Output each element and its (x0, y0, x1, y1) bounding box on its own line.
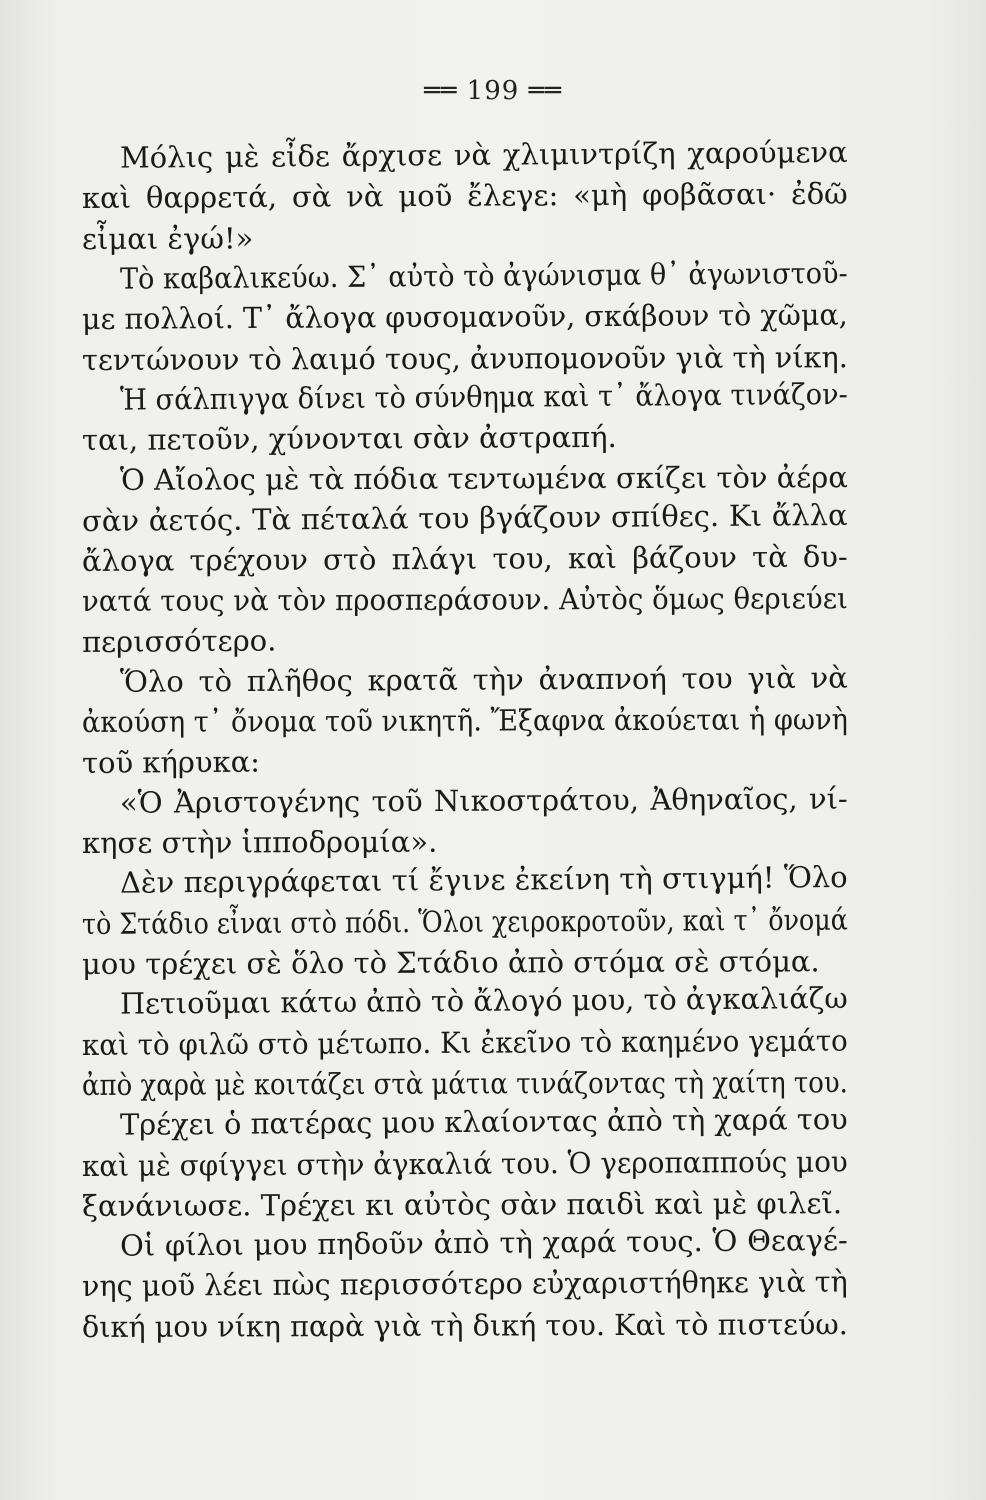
text-line-content: περισσότερο. (81, 623, 277, 659)
text-line-content: καὶ μὲ σφίγγει στὴν ἀγκαλιά του. Ὁ γεροπαππούς μου (81, 1144, 848, 1183)
text-line (0, 977, 986, 1025)
text-line-content: Δὲν περιγράφεται τί ἔγινε ἐκείνη τὴ στιγμή! Ὅλο (119, 860, 848, 901)
text-line (0, 294, 986, 340)
text-line (0, 614, 986, 662)
text-line-content: Τὸ καβαλικεύω. Σ᾿ αὐτὸ τὸ ἀγώνισμα θ᾿ ἀγωνιστοῦ- (119, 255, 848, 296)
text-line-content: καὶ θαρρετά, σὰ νὰ μοῦ ἔλεγε: «μὴ φοβᾶσαι· ἐδῶ (81, 176, 848, 216)
text-line-content: σὰν ἀετός. Τὰ πέταλά του βγάζουν σπίθες. Κι ἄλλα (81, 497, 848, 538)
page-number-rule-right: ══ (519, 76, 562, 106)
text-line-content: νατά τους νὰ τὸν προσπεράσουν. Αὐτὸς ὅμως θεριεύει (81, 581, 848, 619)
text-line-content: ἀπὸ χαρὰ μὲ κοιτάζει στὰ μάτια τινάζοντας τὴ χαίτη του. (81, 1065, 848, 1102)
page-number (0, 76, 986, 106)
text-line-content: μου τρέχει σὲ ὅλο τὸ Στάδιο ἀπὸ στόμα σὲ στόμα. (81, 944, 820, 981)
text-line (0, 494, 986, 542)
text-line-content: Οἱ φίλοι μου πηδοῦν ἀπὸ τὴ χαρά τους. Ὁ Θεαγέ- (119, 1223, 848, 1263)
text-line (0, 173, 986, 219)
text-line (0, 699, 986, 743)
text-line-content: δική μου νίκη παρὰ γιὰ τὴ δική του. Καὶ τὸ πιστεύω. (81, 1306, 848, 1344)
text-line-content: νης μοῦ λέει πὼς περισσότερο εὐχαριστήθηκε γιὰ τὴ (81, 1264, 848, 1304)
text-line-content: ται, πετοῦν, χύνονται σὰν ἀστραπή. (81, 420, 617, 458)
text-line-content: τὸ Στάδιο εἶναι στὸ πόδι. Ὅλοι χειροκροτοῦν, καὶ τ᾿ ὄνομά (81, 902, 848, 941)
text-line (0, 131, 986, 179)
text-line-content: ἄλογα τρέχουν στὸ πλάγι του, καὶ βάζουν τὰ δυ- (81, 539, 848, 578)
text-line-content: κησε στὴν ἱπποδρομία». (81, 824, 438, 861)
text-line (0, 252, 986, 300)
text-line-content: Τρέχει ὁ πατέρας μου κλαίοντας ἀπὸ τὴ χαρά του (119, 1102, 848, 1142)
text-line (0, 415, 986, 461)
text-line-content: με πολλοί. Τ᾿ ἄλογα φυσομανοῦν, σκάβουν τὸ χῶμα, (81, 297, 848, 337)
text-line-content: Μόλις μὲ εἶδε ἄρχισε νὰ χλιμιντρίζη χαρούμενα (119, 134, 848, 175)
text-line-content: Πετιοῦμαι κάτω ἀπὸ τὸ ἄλογό μου, τὸ ἀγκαλιάζω (119, 981, 848, 1021)
text-line-content: τοῦ κήρυκα: (81, 744, 261, 780)
text-line (0, 778, 986, 824)
text-line-content: «Ὁ Ἀριστογένης τοῦ Νικοστράτου, Ἀθηναῖος, νί- (119, 781, 848, 820)
text-line-content: καὶ τὸ φιλῶ στὸ μέτωπο. Κι ἐκεῖνο τὸ καημένο γεμάτο (81, 1023, 848, 1062)
text-line-content: Ὁ Αἴολος μὲ τὰ πόδια τεντωμένα σκίζει τὸν ἀέρα (119, 460, 848, 498)
text-line (0, 898, 986, 944)
page-number-text: 199 (466, 76, 520, 106)
page-number-rule-left: ══ (424, 76, 467, 106)
text-line-content: τεντώνουν τὸ λαιμό τους, ἀνυπομονοῦν γιὰ τὴ νίκη. (81, 339, 848, 377)
text-line (0, 1303, 986, 1347)
text-line-content: Ἡ σάλπιγγα δίνει τὸ σύνθημα καὶ τ᾿ ἄλογα τινάζον- (119, 376, 848, 417)
text-line-content: εἶμαι ἐγώ!» (81, 220, 254, 256)
text-line (0, 856, 986, 904)
text-line (0, 1098, 986, 1146)
text-line (0, 735, 986, 783)
text-line (0, 1019, 986, 1065)
text-line (0, 373, 986, 421)
text-line-content: Ὅλο τὸ πλῆθος κρατᾶ τὴν ἀναπνοή του γιὰ νὰ (119, 660, 848, 699)
text-line (0, 536, 986, 582)
text-line (0, 1219, 986, 1267)
text-line-content: ξανάνιωσε. Τρέχει κι αὐτὸς σὰν παιδὶ καὶ μὲ φιλεῖ. (81, 1186, 843, 1223)
text-line (0, 1261, 986, 1307)
text-line (0, 657, 986, 703)
text-line-content: ἀκούση τ᾿ ὄνομα τοῦ νικητῆ. Ἔξαφνα ἀκούεται ἡ φωνὴ (81, 702, 848, 740)
text-line (0, 1140, 986, 1186)
